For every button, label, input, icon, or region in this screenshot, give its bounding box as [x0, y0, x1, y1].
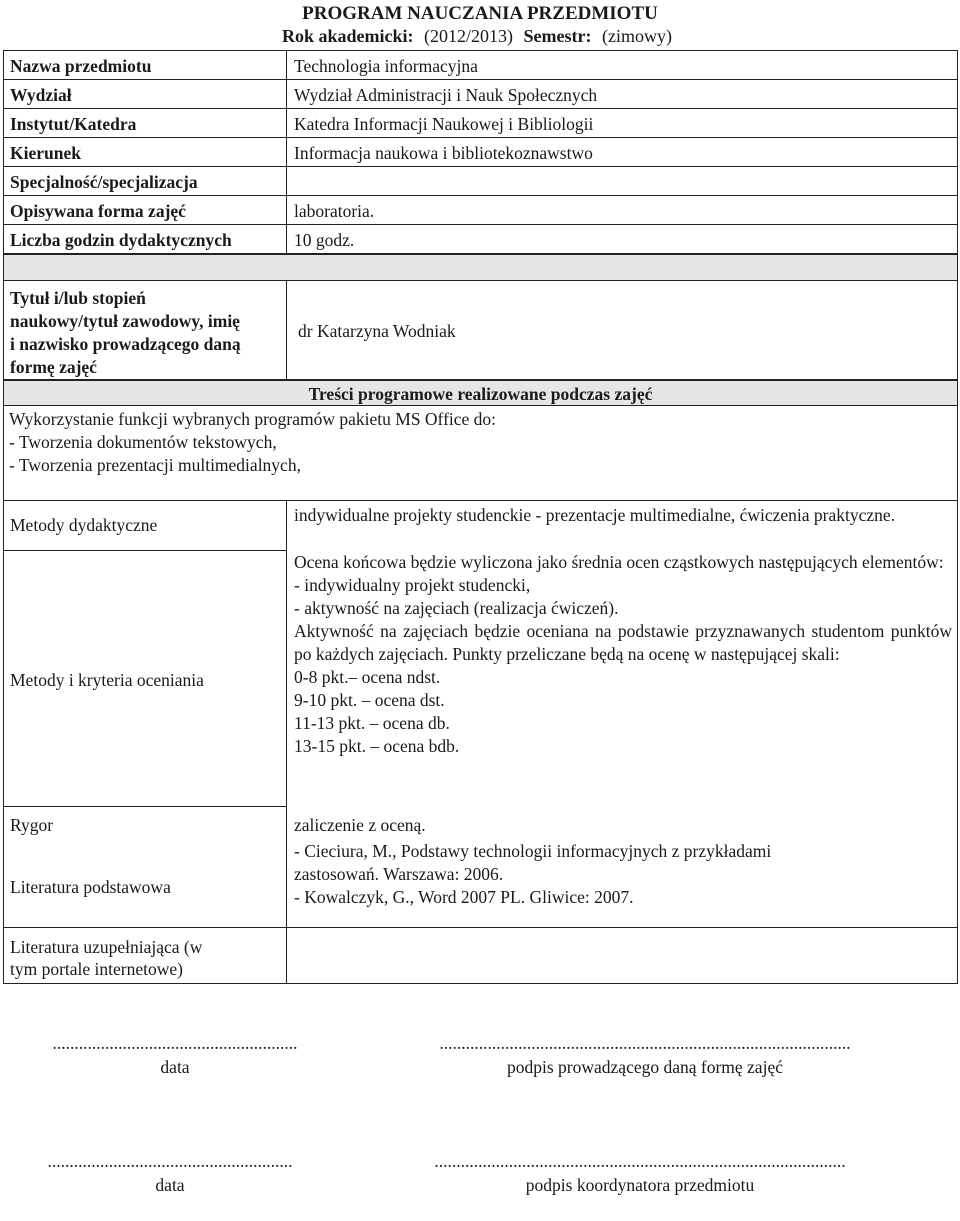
rigor-value: zaliczenie z oceną.: [294, 815, 426, 835]
content-line: - Tworzenia dokumentów tekstowych,: [9, 432, 277, 452]
row-divider: [3, 195, 958, 196]
subject-name-value: Technologia informacyjna: [294, 56, 478, 76]
literature-extra-label-line: tym portale internetowe): [10, 959, 183, 979]
literature-value: [294, 840, 952, 909]
hours-label: Liczba godzin dydaktycznych: [10, 230, 232, 250]
signature-dots: ..............................................................................................: [434, 1151, 846, 1171]
class-form-label: Opisywana forma zajęć: [10, 201, 186, 221]
signature-date-label: data: [160, 1057, 190, 1077]
signature-dots: ..............................................................................................: [439, 1033, 851, 1053]
institute-value: Katedra Informacji Naukowej i Bibliologii: [294, 114, 594, 134]
lower-table-divider: [286, 500, 287, 984]
instructor-label: [10, 287, 241, 379]
hours-value: 10 godz.: [294, 230, 355, 250]
instructor-label-line: i nazwisko prowadzącego daną: [10, 334, 241, 354]
instructor-label-line: Tytuł i/lub stopień: [10, 288, 146, 308]
signature-date-block: [15, 1150, 325, 1196]
literature-label: Literatura podstawowa: [10, 877, 171, 897]
signature-date-label: data: [155, 1175, 185, 1195]
institute-label: Instytut/Katedra: [10, 114, 137, 134]
faculty-value: Wydział Administracji i Nauk Społecznych: [294, 85, 598, 105]
grade-scale-item: 0-8 pkt.– ocena ndst.: [294, 667, 441, 687]
field-value: Informacja naukowa i bibliotekoznawstwo: [294, 143, 593, 163]
signature-instructor-block: [350, 1032, 940, 1078]
signature-instructor-label: podpis prowadzącego daną formę zajęć: [507, 1057, 783, 1077]
gray-row-frame: [3, 254, 958, 281]
assessment-paragraph: Aktywność na zajęciach będzie oceniana na podstawie przyznawanych studentom punktów po każdych zajęciach. Punkty przeliczane będą na ocenę w następującej skali:: [294, 621, 952, 664]
label-divider: [3, 550, 287, 551]
content-heading: Treści programowe realizowane podczas zajęć: [308, 384, 653, 404]
label-divider: [3, 806, 287, 807]
instructor-divider: [286, 280, 287, 380]
rigor-label: Rygor: [10, 815, 54, 835]
assessment-label: Metody i kryteria oceniania: [10, 670, 204, 690]
row-divider: [3, 166, 958, 167]
grade-scale-item: 9-10 pkt. – ocena dst.: [294, 690, 445, 710]
subject-name-label: Nazwa przedmiotu: [10, 56, 152, 76]
row-divider: [3, 927, 958, 928]
field-label: Kierunek: [10, 143, 81, 163]
methods-label: Metody dydaktyczne: [10, 515, 158, 535]
content-line: Wykorzystanie funkcji wybranych programów pakietu MS Office do:: [9, 409, 497, 429]
assessment-item: - aktywność na zajęciach (realizacja ćwiczeń).: [294, 598, 619, 618]
signature-coordinator-block: [345, 1150, 935, 1196]
semester-label: Semestr:: [523, 26, 592, 46]
methods-value: indywidualne projekty studenckie - prezentacje multimedialne, ćwiczenia praktyczne.: [294, 505, 896, 525]
instructor-value: dr Katarzyna Wodniak: [298, 321, 456, 341]
assessment-item: - indywidualny projekt studencki,: [294, 575, 531, 595]
class-form-value: laboratoria.: [294, 201, 375, 221]
literature-line: zastosowań. Warszawa: 2006.: [294, 864, 504, 884]
content-line: - Tworzenia prezentacji multimedialnych,: [9, 455, 301, 475]
assessment-paragraph: Ocena końcowa będzie wyliczona jako średnia ocen cząstkowych następujących elementów:: [294, 552, 944, 572]
signature-coordinator-label: podpis koordynatora przedmiotu: [525, 1175, 755, 1195]
academic-year-line: [0, 25, 960, 47]
literature-line: - Cieciura, M., Podstawy technologii informacyjnych z przykładami: [294, 841, 772, 861]
signature-dots: ........................................................: [52, 1033, 298, 1053]
content-lines: [9, 408, 496, 477]
instructor-label-line: formę zajęć: [10, 357, 97, 377]
document-title: PROGRAM NAUCZANIA PRZEDMIOTU: [302, 3, 658, 24]
semester-value: (zimowy): [602, 26, 672, 46]
document-header: [0, 3, 960, 47]
literature-extra-label-line: Literatura uzupełniająca (w: [10, 937, 203, 957]
instructor-label-line: naukowy/tytuł zawodowy, imię: [10, 311, 240, 331]
signature-date-block: [20, 1032, 330, 1078]
row-divider: [3, 108, 958, 109]
row-divider: [3, 79, 958, 80]
grade-scale-item: 11-13 pkt. – ocena db.: [294, 713, 450, 733]
assessment-value: [294, 551, 952, 758]
grade-scale-item: 13-15 pkt. – ocena bdb.: [294, 736, 460, 756]
year-value: (2012/2013): [424, 26, 514, 46]
signature-dots: ........................................................: [47, 1151, 293, 1171]
year-label: Rok akademicki:: [282, 26, 414, 46]
faculty-label: Wydział: [10, 85, 72, 105]
row-divider: [3, 224, 958, 225]
literature-line: - Kowalczyk, G., Word 2007 PL. Gliwice: 2007.: [294, 887, 634, 907]
specialization-label: Specjalność/specjalizacja: [10, 172, 198, 192]
literature-extra-label: [10, 936, 202, 980]
row-divider: [3, 137, 958, 138]
